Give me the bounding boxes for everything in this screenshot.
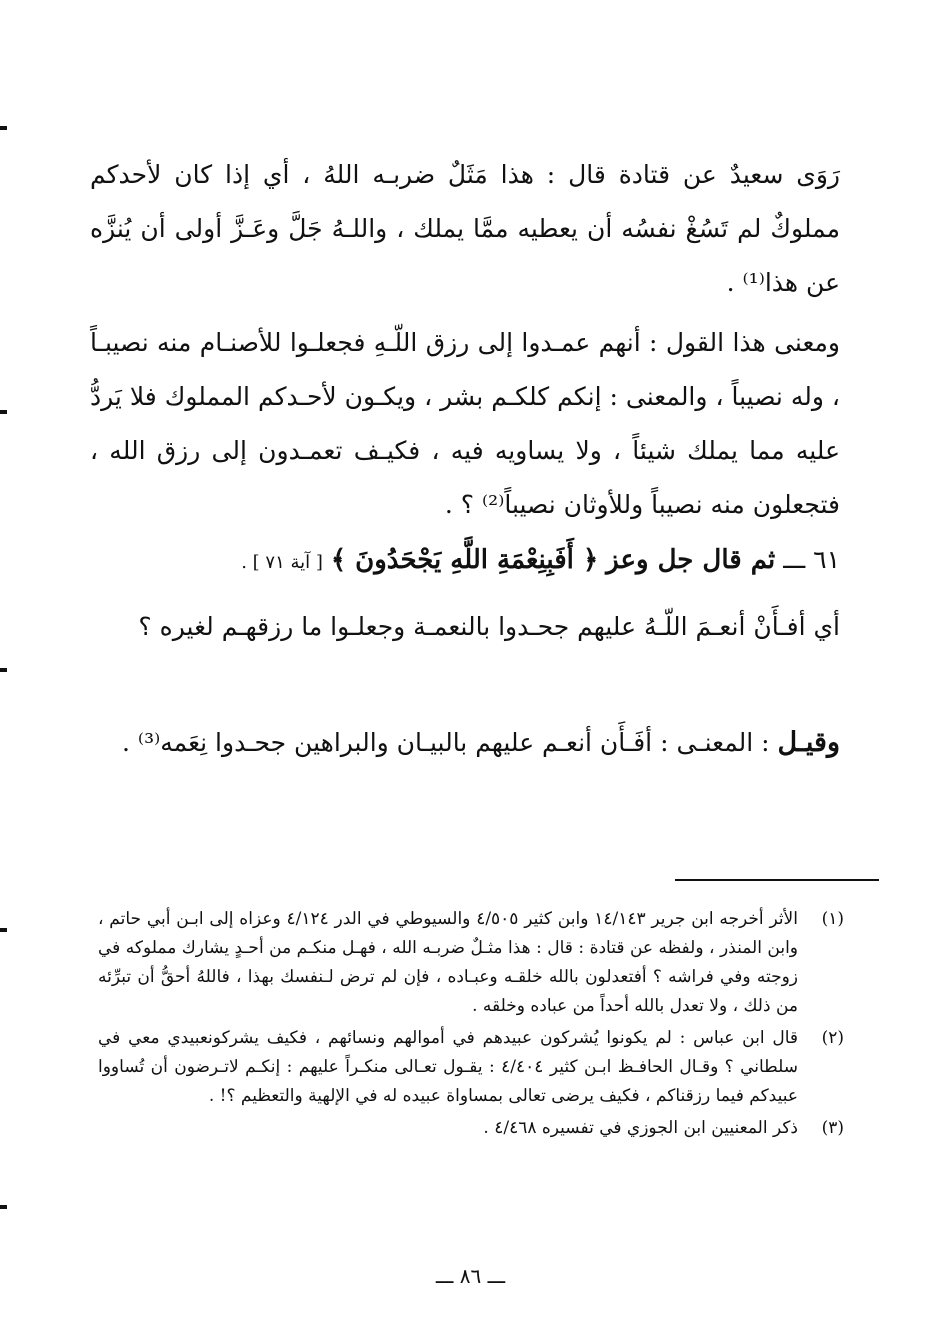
paragraph-2: ومعنى هذا القول : أنهم عمـدوا إلى رزق اللّـهِ فجعلـوا للأصنـام منه نصيبـاً ، وله نصيباً ، والمعنى : إنكم كلكـم بشر ، ويكـون لأحـدكم المملوك فلا يَردُّ عليه مما يملك شيئاً ، ولا يساويه فيه ، فكيـف تعمـدون إلى رزق الله ، فتجعلون منه نصيباً وللأوثان نصيباً⁽²⁾ ؟ . (90, 328, 840, 519)
footnote-text: الأثر أخرجه ابن جرير ١٤/١٤٣ وابن كثير ٤/٥٠٥ والسيوطي في الدر ٤/١٢٤ وعزاه إلى ابـن أبي حاتم ، وابن المنذر ، ولفظه عن قتادة : قال : هذا مثـلٌ ضربـه الله ، فهـل منكـم من أحـدٍ يشارك مملوكه في زوجته وفي فراشه ؟ أفتعدلون بالله خلقـه وعبـاده ، فإن لم ترض لـنفسك بهذا ، فاللهُ أحقُّ أن تبرِّئه من ذلك ، ولا تعدل بالله أحداً من عباده وخلقه . (98, 909, 798, 1016)
verse-lead: ثم قال جل وعز (606, 545, 776, 575)
edge-mark (0, 410, 7, 414)
edge-mark (0, 126, 7, 130)
paragraph-4 (90, 716, 840, 770)
footnote-text: ذكر المعنيين ابن الجوزي في تفسيره ٤/٤٦٨ . (483, 1118, 798, 1138)
verse-number: ٦١ ـــ (783, 545, 840, 574)
footnote-number: (١) (821, 909, 844, 929)
verse-line (90, 540, 840, 583)
footnotes (98, 905, 844, 1146)
footnote (98, 1114, 844, 1143)
footnote-number: (٣) (821, 1118, 844, 1138)
footnote (98, 1024, 844, 1111)
footnote-text: قال ابن عباس : لم يكونوا يُشركون عبيدهم في أموالهم ونسائهم ، فكيف يشركونعبيدي معي في سلطاني ؟ وقـال الحافـظ ابـن كثير ٤/٤٠٤ : يقـول تعـالى منكـراً عليهم : إنكـم لاتـرضون أن تُساووا عبيدكم فيما رزقناكم ، فكيف يرضى تعالى بمساواة عبيده له في الإلهية والتعظيم ؟! . (98, 1028, 798, 1106)
page-number: ـــ ٨٦ ـــ (435, 1264, 506, 1288)
footnote-number: (٢) (821, 1028, 844, 1048)
edge-mark (0, 668, 7, 672)
footnote (98, 905, 844, 1021)
edge-mark (0, 1205, 7, 1209)
edge-mark (0, 928, 7, 932)
paragraph-3: أي أفـأَنْ أنعـمَ اللّـهُ عليهم جحـدوا بالنعمـة وجعلـوا ما رزقهـم لغيره ؟ (138, 612, 840, 641)
paragraph-4-lead: وقيـل (777, 727, 840, 758)
paragraph-4-text: : المعنـى : أفَـأَن أنعـم عليهم بالبيـان والبراهين جحـدوا نِعَمه⁽³⁾ . (122, 728, 778, 757)
verse-ayah: ﴿ أَفَبِنِعْمَةِ اللَّهِ يَجْحَدُونَ ﴾ (330, 545, 599, 575)
verse-reference: [ آية ٧١ ] . (241, 552, 323, 573)
paragraph-1: رَوَى سعيدٌ عن قتادة قال : هذا مَثَلٌ ضربـه اللهُ ، أي إذا كان لأحدكم مملوكٌ لم تَسُغْ نفسُه أن يعطيه ممَّا يملك ، واللـهُ جَلَّ وعَـزَّ أولى أن يُنزَّه عن هذا⁽¹⁾ . (90, 160, 840, 297)
footnote-separator (675, 879, 879, 881)
